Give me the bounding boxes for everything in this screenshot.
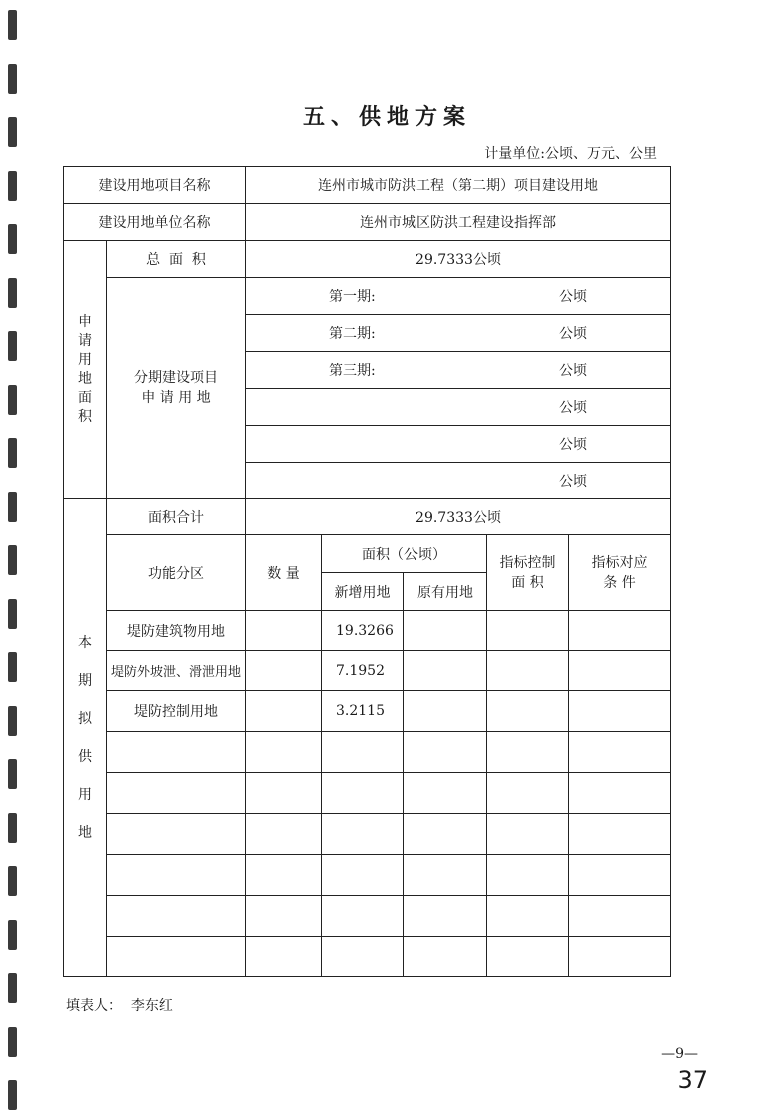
phase-unit: 公顷 (559, 363, 587, 379)
new-land-cell: 19.3266 (322, 611, 404, 651)
function-cell (107, 773, 246, 814)
supply-land-char: 拟 (78, 710, 92, 727)
index-condition-cell (569, 937, 671, 977)
quantity-cell (246, 937, 322, 977)
phase-label: 第二期: (329, 326, 376, 342)
col-area-header: 面积（公顷） (322, 535, 487, 573)
binding-hole (8, 920, 17, 950)
index-condition-cell (569, 773, 671, 814)
binding-hole (8, 706, 17, 736)
existing-land-cell (404, 691, 487, 732)
col-index-area-header: 指标控制 面 积 (487, 535, 569, 611)
table-row (64, 814, 671, 855)
binding-hole (8, 1027, 17, 1057)
header-row (64, 535, 671, 573)
table-row (64, 773, 671, 814)
binding-holes (8, 0, 20, 1109)
apply-area-label (64, 241, 107, 499)
phase-unit: 公顷 (559, 400, 587, 416)
quantity-cell (246, 896, 322, 937)
phase-unit: 公顷 (559, 473, 587, 490)
page-title: 五、供地方案 (302, 104, 471, 130)
unit-name-value: 连州市城区防洪工程建设指挥部 (246, 204, 671, 241)
total-area-label: 总 面 积 (107, 241, 246, 278)
function-cell (107, 855, 246, 896)
index-area-cell (487, 937, 569, 977)
phase-cell (246, 426, 671, 463)
index-area-cell (487, 651, 569, 691)
existing-land-cell (404, 896, 487, 937)
index-area-cell (487, 732, 569, 773)
function-cell: 堤防建筑物用地 (107, 611, 246, 651)
binding-hole (8, 331, 17, 361)
table-row (64, 732, 671, 773)
apply-area-char: 积 (78, 408, 92, 425)
index-area-cell (487, 814, 569, 855)
quantity-cell (246, 611, 322, 651)
binding-hole (8, 10, 17, 40)
phase-cell (246, 278, 671, 315)
existing-land-cell (404, 773, 487, 814)
apply-area-char: 用 (78, 351, 92, 368)
index-condition-cell (569, 691, 671, 732)
table-row (64, 651, 671, 691)
index-area-cell (487, 611, 569, 651)
index-area-cell (487, 896, 569, 937)
col-index-condition-header: 指标对应 条 件 (569, 535, 671, 611)
quantity-cell (246, 773, 322, 814)
quantity-cell (246, 855, 322, 896)
table-row (64, 937, 671, 977)
new-land-cell (322, 896, 404, 937)
binding-hole (8, 1080, 17, 1110)
binding-hole (8, 652, 17, 682)
form-filler: 填表人： 李东红 (66, 998, 173, 1014)
index-condition-cell (569, 855, 671, 896)
supply-land-char: 供 (78, 748, 92, 765)
index-condition-cell (569, 732, 671, 773)
function-cell (107, 732, 246, 773)
function-cell (107, 814, 246, 855)
existing-land-cell (404, 814, 487, 855)
existing-land-cell (404, 855, 487, 896)
binding-hole (8, 545, 17, 575)
binding-hole (8, 492, 17, 522)
function-cell (107, 896, 246, 937)
new-land-cell (322, 814, 404, 855)
apply-area-char: 面 (78, 389, 92, 406)
index-area-cell (487, 773, 569, 814)
page-mark: —9— (661, 1046, 698, 1062)
binding-hole (8, 599, 17, 629)
existing-land-cell (404, 611, 487, 651)
unit-name-row (64, 204, 671, 241)
area-total-value: 29.7333公顷 (246, 499, 671, 535)
total-area-value: 29.7333公顷 (246, 241, 671, 278)
index-condition-cell (569, 896, 671, 937)
function-cell (107, 937, 246, 977)
land-supply-table (63, 166, 671, 977)
binding-hole (8, 438, 17, 468)
table-row (64, 855, 671, 896)
quantity-cell (246, 732, 322, 773)
supply-land-char: 期 (78, 672, 92, 689)
binding-hole (8, 224, 17, 254)
supply-land-char: 本 (78, 634, 92, 651)
phase-cell (246, 352, 671, 389)
unit-note: 计量单位:公顷、万元、公里 (484, 146, 657, 162)
index-condition-cell (569, 651, 671, 691)
existing-land-cell (404, 651, 487, 691)
binding-hole (8, 759, 17, 789)
unit-name-label: 建设用地单位名称 (64, 204, 246, 241)
index-area-cell (487, 691, 569, 732)
supply-land-label (64, 499, 107, 977)
phase-cell (246, 389, 671, 426)
table-row (64, 611, 671, 651)
binding-hole (8, 64, 17, 94)
supply-land-char: 地 (78, 824, 92, 841)
phase-unit: 公顷 (559, 437, 587, 453)
quantity-cell (246, 691, 322, 732)
col-function-header: 功能分区 (107, 535, 246, 611)
phase-unit: 公顷 (559, 326, 587, 342)
area-total-row (64, 499, 671, 535)
binding-hole (8, 973, 17, 1003)
project-name-label: 建设用地项目名称 (64, 167, 246, 204)
binding-hole (8, 866, 17, 896)
index-condition-cell (569, 611, 671, 651)
project-name-value: 连州市城市防洪工程（第二期）项目建设用地 (246, 167, 671, 204)
binding-hole (8, 278, 17, 308)
new-land-cell: 7.1952 (322, 651, 404, 691)
index-condition-cell (569, 814, 671, 855)
binding-hole (8, 385, 17, 415)
function-cell: 堤防外坡泄、滑泄用地 (107, 651, 246, 691)
function-cell: 堤防控制用地 (107, 691, 246, 732)
new-land-cell (322, 773, 404, 814)
col-quantity-header: 数 量 (246, 535, 322, 611)
existing-land-cell (404, 937, 487, 977)
apply-area-char: 请 (78, 332, 92, 349)
index-area-cell (487, 855, 569, 896)
quantity-cell (246, 814, 322, 855)
binding-hole (8, 813, 17, 843)
binding-hole (8, 171, 17, 201)
new-land-cell (322, 732, 404, 773)
total-area-row (64, 241, 671, 278)
area-total-label: 面积合计 (107, 499, 246, 535)
phase-unit: 公顷 (559, 289, 587, 305)
page-number: 37 (677, 1066, 708, 1094)
col-existing-land-header: 原有用地 (404, 573, 487, 611)
apply-area-char: 申 (78, 313, 92, 330)
phased-label: 分期建设项目 申 请 用 地 (107, 278, 246, 499)
col-new-land-header: 新增用地 (322, 573, 404, 611)
table-row (64, 691, 671, 732)
phase-label: 第一期: (329, 289, 376, 305)
project-name-row (64, 167, 671, 204)
new-land-cell: 3.2115 (322, 691, 404, 732)
phase-row (64, 278, 671, 315)
phase-label: 第三期: (329, 363, 376, 379)
quantity-cell (246, 651, 322, 691)
supply-land-char: 用 (78, 786, 92, 803)
existing-land-cell (404, 732, 487, 773)
table-row (64, 896, 671, 937)
new-land-cell (322, 855, 404, 896)
phase-cell (246, 463, 671, 499)
phase-cell (246, 315, 671, 352)
apply-area-char: 地 (78, 370, 92, 387)
new-land-cell (322, 937, 404, 977)
